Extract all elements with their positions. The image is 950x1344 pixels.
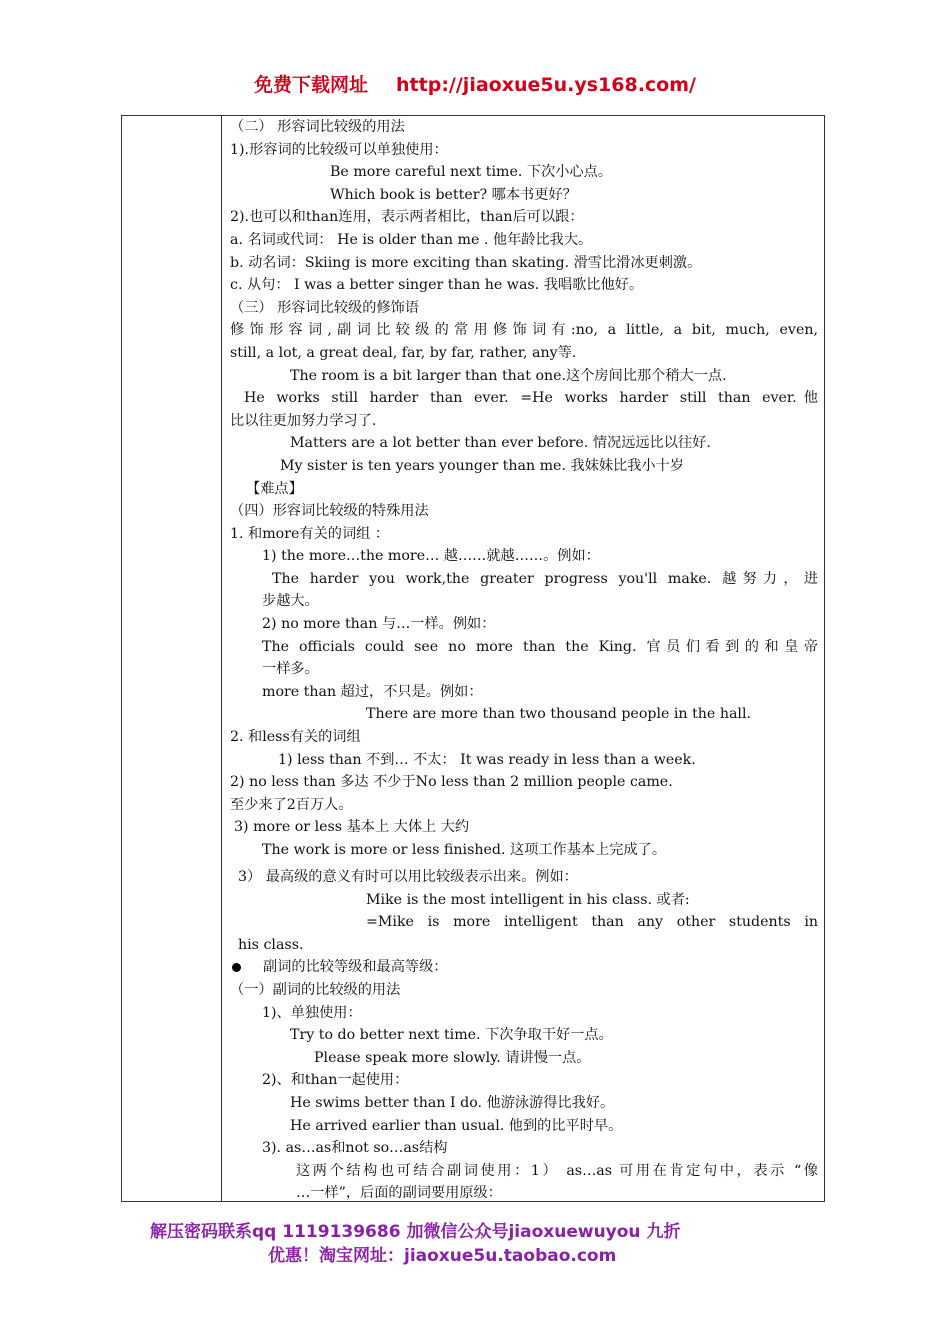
difficulty-label: 【难点】: [246, 480, 303, 497]
header-label: 免费下载网址: [254, 74, 369, 96]
text-line: 1. 和more有关的词组 ：: [230, 525, 390, 542]
text-line: more than 超过，不只是。例如：: [262, 683, 483, 700]
section-heading: （四）形容词比较级的特殊用法: [230, 503, 429, 520]
download-site-header: [0, 70, 950, 97]
text-line: 2).也可以和than连用，表示两者相比，than后可以跟：: [230, 209, 584, 226]
example-line: The harder you work,the greater progress you'll make. 越努力，进: [272, 570, 818, 587]
text-line: …一样”，后面的副词要用原级：: [296, 1185, 502, 1202]
text-line: 这两个结构也可结合副词使用：1） as…as 可用在肯定句中，表示 “像: [296, 1162, 818, 1179]
example-line: Matters are a lot better than ever before. 情况远远比以往好.: [290, 435, 711, 452]
header-url-link[interactable]: http://jiaoxue5u.ys168.com/: [396, 74, 696, 96]
footer-line-1: 解压密码联系qq 1119139686 加微信公众号jiaoxuewuyou 九折: [150, 1222, 681, 1242]
text-line: 2) no less than 多达 不少于No less than 2 million people came.: [230, 774, 673, 791]
example-line: The work is more or less finished. 这项工作基本上完成了。: [262, 842, 667, 858]
section-heading: （二） 形容词比较级的用法: [230, 119, 405, 135]
contact-footer: [150, 1220, 790, 1268]
example-line: =Mike is more intelligent than any other students in: [366, 914, 818, 931]
document-table: [121, 115, 825, 1202]
text-line: 1) the more…the more… 越……就越……。例如：: [262, 548, 600, 565]
example-line: Be more careful next time. 下次小心点。: [330, 164, 613, 181]
text-line: 3). as…as和not so…as结构: [262, 1140, 448, 1157]
text-line: 比以往更加努力学习了.: [230, 412, 377, 429]
example-line: The officials could see no more than the King. 官员们看到的和皇帝: [262, 638, 818, 655]
example-line: He works still harder than ever. =He works harder still than ever.他: [244, 390, 818, 407]
example-line: Try to do better next time. 下次争取干好一点。: [290, 1027, 613, 1044]
text-line: 一样多。: [262, 661, 319, 678]
example-line: My sister is ten years younger than me. 我妹妹比我小十岁: [280, 457, 684, 474]
example-line: The room is a bit larger than that one.这个房间比那个稍大一点.: [290, 367, 727, 384]
text-line: 1)、单独使用：: [262, 1004, 362, 1021]
text-line: b. 动名词：Skiing is more exciting than skating. 滑雪比滑冰更刺激。: [230, 254, 702, 271]
text-line: 修饰形容词,副词比较级的常用修饰词有:no, a little, a bit, much, even,: [230, 322, 818, 339]
text-line: 2) no more than 与…一样。例如：: [262, 616, 496, 633]
text-line: c. 从句： I was a better singer than he was. 我唱歌比他好。: [230, 277, 644, 294]
footer-line-2: 优惠！淘宝网址：jiaoxue5u.taobao.com: [268, 1246, 617, 1266]
text-line: his class.: [238, 936, 304, 953]
text-line: 1).形容词的比较级可以单独使用：: [230, 141, 448, 158]
text-line: 3） 最高级的意义有时可以用比较级表示出来。例如：: [238, 868, 578, 885]
text-line: 2)、和than一起使用：: [262, 1072, 409, 1089]
bullet-icon: [232, 963, 241, 972]
example-line: Please speak more slowly. 请讲慢一点。: [314, 1049, 591, 1066]
text-line: 步越大。: [262, 593, 319, 610]
text-line: 3) more or less 基本上 大体上 大约: [234, 819, 470, 836]
section-heading: （一）副词的比较级的用法: [230, 981, 401, 998]
bullet-heading: [230, 956, 818, 979]
text-line: 2. 和less有关的词组: [230, 729, 361, 746]
lesson-content: [230, 116, 818, 1205]
example-line: Which book is better? 哪本书更好？: [330, 186, 577, 203]
example-line: He arrived earlier than usual. 他到的比平时早。: [290, 1117, 623, 1134]
example-line: Mike is the most intelligent in his class. 或者:: [366, 891, 690, 908]
text-line: 1) less than 不到… 不太： It was ready in less than a week.: [278, 751, 696, 768]
bullet-heading-text: 副词的比较等级和最高等级：: [263, 959, 448, 976]
text-line: a. 名词或代词： He is older than me . 他年龄比我大。: [230, 231, 593, 248]
example-line: He swims better than I do. 他游泳游得比我好。: [290, 1094, 615, 1111]
column-divider: [221, 116, 222, 1201]
section-heading: （三） 形容词比较级的修饰语: [230, 299, 419, 316]
text-line: still, a lot, a great deal, far, by far, rather, any等.: [230, 344, 577, 361]
example-line: There are more than two thousand people in the hall.: [366, 706, 751, 723]
text-line: 至少来了2百万人。: [230, 796, 353, 813]
